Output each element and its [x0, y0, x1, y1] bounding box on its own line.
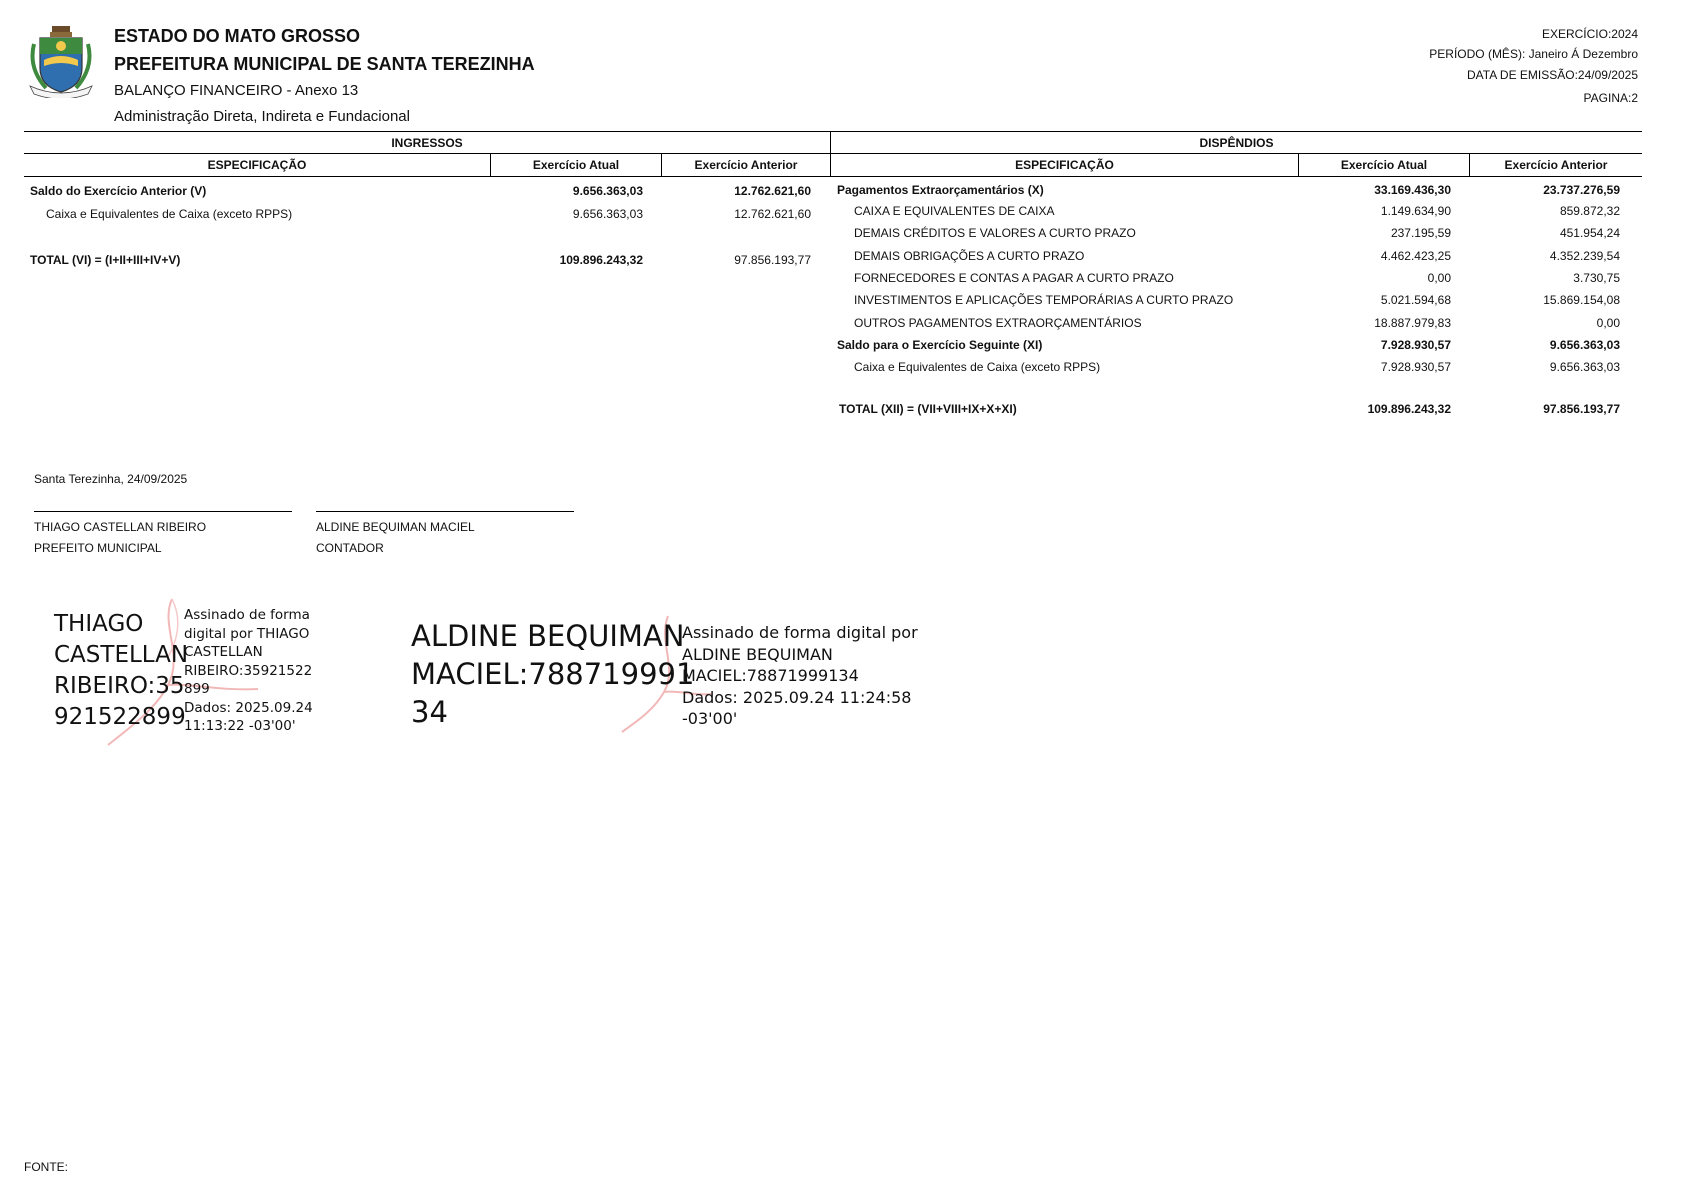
dispendios-row-label: CAIXA E EQUIVALENTES DE CAIXA [854, 204, 1055, 218]
dispendios-row-label: INVESTIMENTOS E APLICAÇÕES TEMPORÁRIAS A CURTO PRAZO [854, 293, 1234, 307]
dispendios-row-anterior: 15.869.154,08 [1543, 293, 1620, 307]
dispendios-row-anterior: 859.872,32 [1559, 204, 1620, 218]
ingressos-row-atual: 9.656.363,03 [572, 184, 643, 198]
signature-name-line: ALDINE BEQUIMAN [411, 619, 685, 653]
signature-name-line: CASTELLAN [54, 642, 189, 668]
ingressos-total-anterior: 97.856.193,77 [734, 253, 811, 267]
ingressos-row-label: Saldo do Exercício Anterior (V) [30, 184, 207, 198]
table-top-rule [24, 131, 1642, 132]
dispendios-row-atual: 7.928.930,57 [1380, 360, 1451, 374]
ingressos-total-label: TOTAL (VI) = (I+II+III+IV+V) [30, 253, 181, 267]
signature-stamp-line: -03'00' [682, 709, 738, 728]
ingressos-col-atual: Exercício Atual [532, 158, 620, 172]
ingressos-row-anterior: 12.762.621,60 [734, 184, 811, 198]
signer1-role: PREFEITO MUNICIPAL [34, 541, 162, 555]
signature-name-line: THIAGO [54, 611, 144, 637]
ingressos-row-label: Caixa e Equivalentes de Caixa (exceto RPPS) [46, 207, 293, 221]
dispendios-row-label: Saldo para o Exercício Seguinte (XI) [837, 338, 1043, 352]
dispendios-row-atual: 1.149.634,90 [1380, 204, 1451, 218]
dispendios-row-atual: 4.462.423,25 [1380, 249, 1451, 263]
dispendios-total-atual: 109.896.243,32 [1367, 402, 1451, 416]
signature-stamp-line: RIBEIRO:35921522 [184, 662, 313, 679]
fonte-label: FONTE: [24, 1160, 68, 1174]
dispendios-row-anterior: 4.352.239,54 [1549, 249, 1620, 263]
signature-stamp-line: MACIEL:78871999134 [682, 666, 859, 685]
dispendios-row-atual: 18.887.979,83 [1374, 316, 1451, 330]
dispendios-row-anterior: 9.656.363,03 [1549, 338, 1620, 352]
report-subtitle: Administração Direta, Indireta e Fundacional [114, 108, 410, 125]
periodo-label: PERÍODO (MÊS): Janeiro Á Dezembro [1429, 47, 1638, 61]
ingressos-row-atual: 9.656.363,03 [572, 207, 643, 221]
signature-stamp-line: Assinado de forma digital por [682, 623, 918, 642]
signature-stamp-line: Dados: 2025.09.24 11:24:58 [682, 687, 912, 707]
exercicio-label: EXERCÍCIO:2024 [1541, 27, 1638, 41]
dispendios-row-label: DEMAIS OBRIGAÇÕES A CURTO PRAZO [854, 249, 1085, 263]
dispendios-row-anterior: 451.954,24 [1559, 226, 1620, 240]
signature-name-line: RIBEIRO:35 [54, 673, 185, 699]
state-title: ESTADO DO MATO GROSSO [114, 26, 361, 46]
pagina-label: PAGINA:2 [1583, 91, 1638, 105]
signature-name-line: MACIEL:788719991 [411, 657, 695, 691]
signer2-role: CONTADOR [316, 541, 384, 555]
municipal-coat-of-arms-icon [26, 24, 96, 98]
dispendios-section-header: DISPÊNDIOS [1199, 136, 1274, 150]
dispendios-col-atual: Exercício Atual [1340, 158, 1428, 172]
dispendios-row-atual: 5.021.594,68 [1380, 293, 1451, 307]
signature-stamp-line: ALDINE BEQUIMAN [682, 644, 833, 664]
signature-stamp-line: CASTELLAN [184, 644, 263, 660]
dispendios-row-atual: 7.928.930,57 [1380, 338, 1451, 352]
dispendios-row-label: Caixa e Equivalentes de Caixa (exceto RPPS) [854, 360, 1101, 374]
report-title: BALANÇO FINANCEIRO - Anexo 13 [114, 82, 359, 99]
table-mid-rule [24, 153, 1642, 154]
dispendios-row-label: FORNECEDORES E CONTAS A PAGAR A CURTO PRAZO [854, 271, 1174, 285]
dispendios-row-atual: 237.195,59 [1390, 226, 1451, 240]
ingressos-col-anterior: Exercício Anterior [694, 158, 798, 172]
ingressos-row-anterior: 12.762.621,60 [734, 207, 811, 221]
table-header-bottom-rule [24, 176, 1642, 177]
data-emissao-label: DATA DE EMISSÃO:24/09/2025 [1467, 68, 1638, 82]
dispendios-row-anterior: 0,00 [1596, 316, 1620, 330]
ingressos-section-header: INGRESSOS [391, 136, 463, 150]
dispendios-row-anterior: 3.730,75 [1573, 271, 1620, 285]
dispendios-row-anterior: 9.656.363,03 [1549, 360, 1620, 374]
dispendios-total-anterior: 97.856.193,77 [1543, 402, 1620, 416]
signature-stamp-line: Dados: 2025.09.24 [184, 699, 313, 716]
dispendios-total-label: TOTAL (XII) = (VII+VIII+IX+X+XI) [839, 402, 1017, 416]
signer2-name: ALDINE BEQUIMAN MACIEL [316, 520, 475, 534]
signature-name-line: 34 [411, 695, 448, 729]
dispendios-row-label: DEMAIS CRÉDITOS E VALORES A CURTO PRAZO [854, 226, 1136, 240]
signature-stamp-line: 11:13:22 -03'00' [184, 718, 296, 734]
signature-stamp-line: digital por THIAGO [184, 625, 310, 642]
signature-line [316, 511, 574, 512]
prefeitura-title: PREFEITURA MUNICIPAL DE SANTA TEREZINHA [114, 54, 535, 74]
signature-name-line: 921522899 [54, 704, 186, 730]
ingressos-total-atual: 109.896.243,32 [559, 253, 643, 267]
dispendios-row-label: Pagamentos Extraorçamentários (X) [837, 183, 1044, 197]
dispendios-col-anterior: Exercício Anterior [1504, 158, 1608, 172]
dispendios-row-atual: 33.169.436,30 [1374, 183, 1451, 197]
dispendios-row-anterior: 23.737.276,59 [1543, 183, 1620, 197]
dispendios-row-label: OUTROS PAGAMENTOS EXTRAORÇAMENTÁRIOS [854, 316, 1142, 330]
signature-stamp-line: Assinado de forma [184, 607, 310, 623]
dispendios-row-atual: 0,00 [1427, 271, 1451, 285]
signer1-name: THIAGO CASTELLAN RIBEIRO [34, 520, 207, 534]
signature-line [34, 511, 292, 512]
signature-stamp-line: 899 [184, 681, 210, 697]
dispendios-col-spec: ESPECIFICAÇÃO [1015, 158, 1114, 172]
place-date: Santa Terezinha, 24/09/2025 [34, 472, 188, 486]
ingressos-col-spec: ESPECIFICAÇÃO [207, 158, 307, 172]
